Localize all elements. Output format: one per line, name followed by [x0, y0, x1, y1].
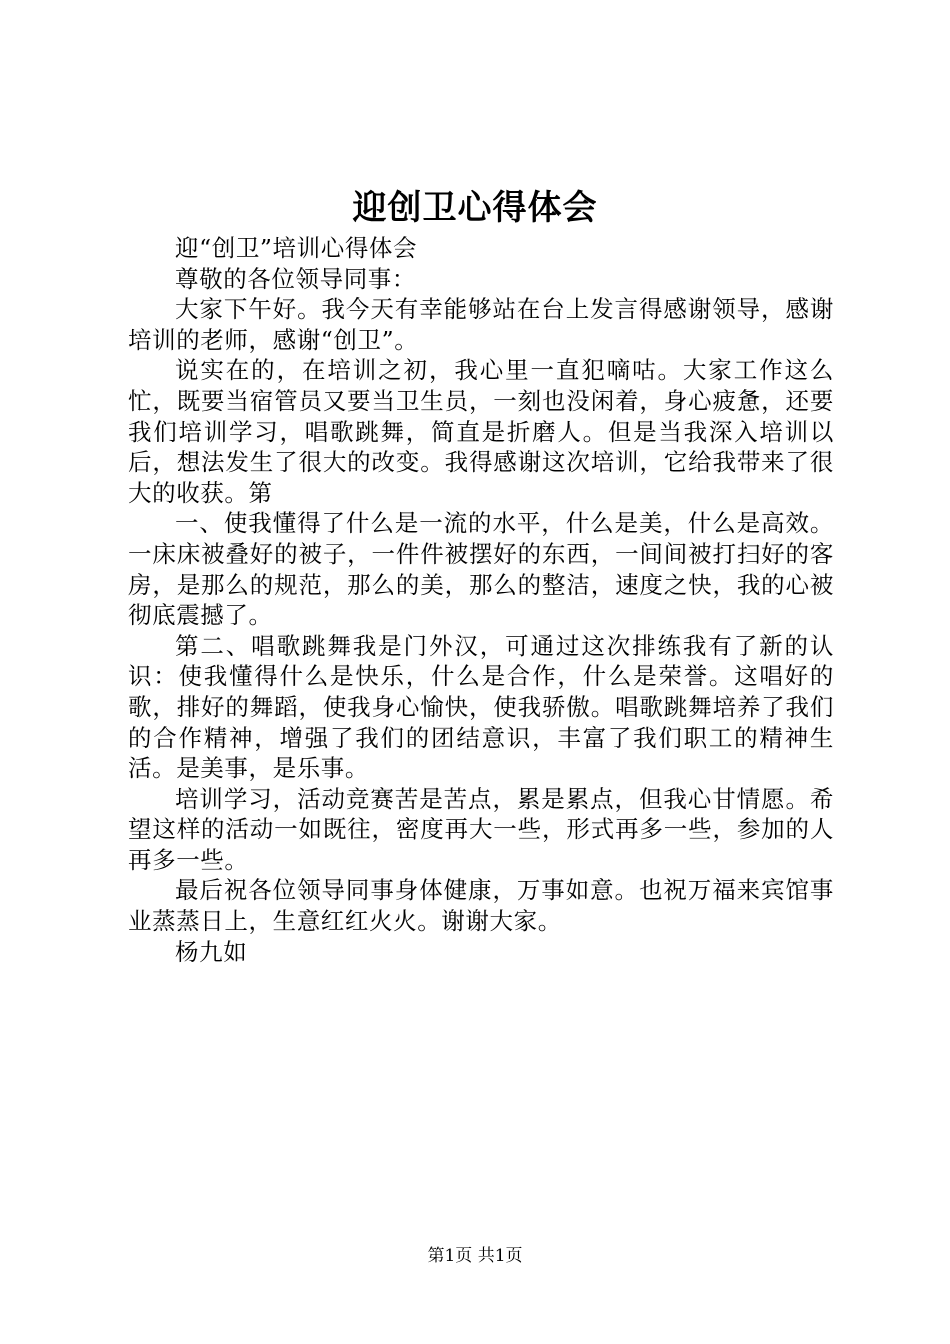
body-paragraph: 大家下午好。我今天有幸能够站在台上发言得感谢领导，感谢培训的老师，感谢“创卫”。 — [128, 295, 834, 354]
body-paragraph: 第二、唱歌跳舞我是门外汉，可通过这次排练我有了新的认识：使我懂得什么是快乐，什么是合作，什么是荣誉。这唱好的歌，排好的舞蹈，使我身心愉快，使我骄傲。唱歌跳舞培养了我们的合作精神，增强了我们的团结意识，丰富了我们职工的精神生活。是美事，是乐事。 — [128, 631, 834, 783]
body-paragraph: 一、使我懂得了什么是一流的水平，什么是美，什么是高效。一床床被叠好的被子，一件件被摆好的东西，一间间被打扫好的客房，是那么的规范，那么的美，那么的整洁，速度之快，我的心被彻底震撼了。 — [128, 509, 834, 630]
salutation-paragraph: 尊敬的各位领导同事： — [175, 264, 416, 293]
document-body — [128, 233, 834, 967]
subtitle-paragraph: 迎“创卫”培训心得体会 — [175, 234, 418, 262]
body-paragraph: 培训学习，活动竞赛苦是苦点，累是累点，但我心甘情愿。希望这样的活动一如既往，密度再大一些，形式再多一些，参加的人再多一些。 — [128, 784, 834, 874]
body-paragraph: 说实在的，在培训之初，我心里一直犯嘀咕。大家工作这么忙，既要当宿管员又要当卫生员，一刻也没闲着，身心疲惫，还要我们培训学习，唱歌跳舞，简直是折磨人。但是当我深入培训以后，想法发生了很大的改变。我得感谢这次培训，它给我带来了很大的收获。第 — [128, 356, 834, 507]
page-number-footer: 第1页 共1页 — [427, 1246, 523, 1266]
signature-paragraph: 杨九如 — [175, 937, 248, 966]
body-paragraph: 最后祝各位领导同事身体健康，万事如意。也祝万福来宾馆事业蒸蒸日上，生意红红火火。谢谢大家。 — [128, 876, 834, 936]
document-title: 迎创卫心得体会 — [352, 188, 598, 228]
